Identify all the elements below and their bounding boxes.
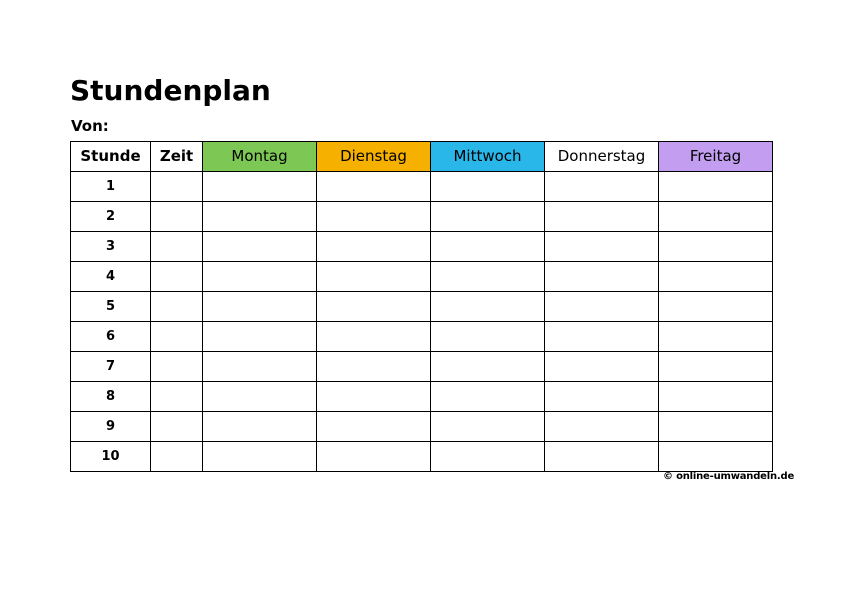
cell-donnerstag[interactable] xyxy=(545,352,659,382)
cell-zeit[interactable] xyxy=(151,412,203,442)
row-number: 7 xyxy=(71,352,151,382)
cell-freitag[interactable] xyxy=(659,202,773,232)
cell-mittwoch[interactable] xyxy=(431,292,545,322)
cell-freitag[interactable] xyxy=(659,292,773,322)
cell-mittwoch[interactable] xyxy=(431,172,545,202)
cell-zeit[interactable] xyxy=(151,352,203,382)
row-number: 9 xyxy=(71,412,151,442)
row-number: 1 xyxy=(71,172,151,202)
row-number: 4 xyxy=(71,262,151,292)
cell-mittwoch[interactable] xyxy=(431,232,545,262)
cell-donnerstag[interactable] xyxy=(545,442,659,472)
cell-zeit[interactable] xyxy=(151,292,203,322)
timetable-container xyxy=(70,141,773,472)
column-header-mittwoch: Mittwoch xyxy=(431,142,545,172)
cell-freitag[interactable] xyxy=(659,322,773,352)
timetable xyxy=(70,141,773,472)
table-row xyxy=(71,202,773,232)
table-row xyxy=(71,442,773,472)
cell-dienstag[interactable] xyxy=(317,382,431,412)
cell-dienstag[interactable] xyxy=(317,322,431,352)
cell-montag[interactable] xyxy=(203,382,317,412)
cell-montag[interactable] xyxy=(203,352,317,382)
cell-montag[interactable] xyxy=(203,232,317,262)
cell-donnerstag[interactable] xyxy=(545,322,659,352)
table-header-row xyxy=(71,142,773,172)
cell-montag[interactable] xyxy=(203,322,317,352)
cell-mittwoch[interactable] xyxy=(431,262,545,292)
cell-montag[interactable] xyxy=(203,412,317,442)
cell-montag[interactable] xyxy=(203,202,317,232)
cell-donnerstag[interactable] xyxy=(545,292,659,322)
cell-zeit[interactable] xyxy=(151,382,203,412)
cell-montag[interactable] xyxy=(203,442,317,472)
cell-donnerstag[interactable] xyxy=(545,382,659,412)
cell-zeit[interactable] xyxy=(151,262,203,292)
cell-freitag[interactable] xyxy=(659,172,773,202)
row-number: 8 xyxy=(71,382,151,412)
row-number: 5 xyxy=(71,292,151,322)
table-row xyxy=(71,172,773,202)
cell-zeit[interactable] xyxy=(151,202,203,232)
cell-mittwoch[interactable] xyxy=(431,322,545,352)
cell-montag[interactable] xyxy=(203,292,317,322)
cell-dienstag[interactable] xyxy=(317,262,431,292)
table-row xyxy=(71,292,773,322)
cell-donnerstag[interactable] xyxy=(545,202,659,232)
cell-mittwoch[interactable] xyxy=(431,202,545,232)
table-row xyxy=(71,232,773,262)
cell-dienstag[interactable] xyxy=(317,292,431,322)
cell-zeit[interactable] xyxy=(151,322,203,352)
column-header-dienstag: Dienstag xyxy=(317,142,431,172)
column-header-stunde: Stunde xyxy=(71,142,151,172)
cell-donnerstag[interactable] xyxy=(545,232,659,262)
cell-dienstag[interactable] xyxy=(317,412,431,442)
cell-donnerstag[interactable] xyxy=(545,172,659,202)
cell-dienstag[interactable] xyxy=(317,442,431,472)
cell-dienstag[interactable] xyxy=(317,172,431,202)
cell-montag[interactable] xyxy=(203,262,317,292)
cell-freitag[interactable] xyxy=(659,352,773,382)
cell-freitag[interactable] xyxy=(659,232,773,262)
cell-zeit[interactable] xyxy=(151,442,203,472)
cell-mittwoch[interactable] xyxy=(431,382,545,412)
footer-credit: © online-umwandeln.de xyxy=(663,471,795,482)
cell-donnerstag[interactable] xyxy=(545,412,659,442)
column-header-freitag: Freitag xyxy=(659,142,773,172)
cell-freitag[interactable] xyxy=(659,442,773,472)
cell-dienstag[interactable] xyxy=(317,202,431,232)
row-number: 3 xyxy=(71,232,151,262)
cell-mittwoch[interactable] xyxy=(431,352,545,382)
cell-zeit[interactable] xyxy=(151,172,203,202)
table-row xyxy=(71,352,773,382)
table-row xyxy=(71,262,773,292)
cell-montag[interactable] xyxy=(203,172,317,202)
table-row xyxy=(71,322,773,352)
column-header-donnerstag: Donnerstag xyxy=(545,142,659,172)
column-header-zeit: Zeit xyxy=(151,142,203,172)
row-number: 6 xyxy=(71,322,151,352)
page-title: Stundenplan xyxy=(70,74,271,107)
cell-freitag[interactable] xyxy=(659,382,773,412)
cell-freitag[interactable] xyxy=(659,412,773,442)
row-number: 2 xyxy=(71,202,151,232)
cell-freitag[interactable] xyxy=(659,262,773,292)
owner-label: Von: xyxy=(71,117,109,135)
cell-donnerstag[interactable] xyxy=(545,262,659,292)
cell-mittwoch[interactable] xyxy=(431,412,545,442)
cell-dienstag[interactable] xyxy=(317,232,431,262)
cell-zeit[interactable] xyxy=(151,232,203,262)
column-header-montag: Montag xyxy=(203,142,317,172)
table-row xyxy=(71,382,773,412)
row-number: 10 xyxy=(71,442,151,472)
cell-mittwoch[interactable] xyxy=(431,442,545,472)
cell-dienstag[interactable] xyxy=(317,352,431,382)
table-row xyxy=(71,412,773,442)
timetable-body xyxy=(71,172,773,472)
